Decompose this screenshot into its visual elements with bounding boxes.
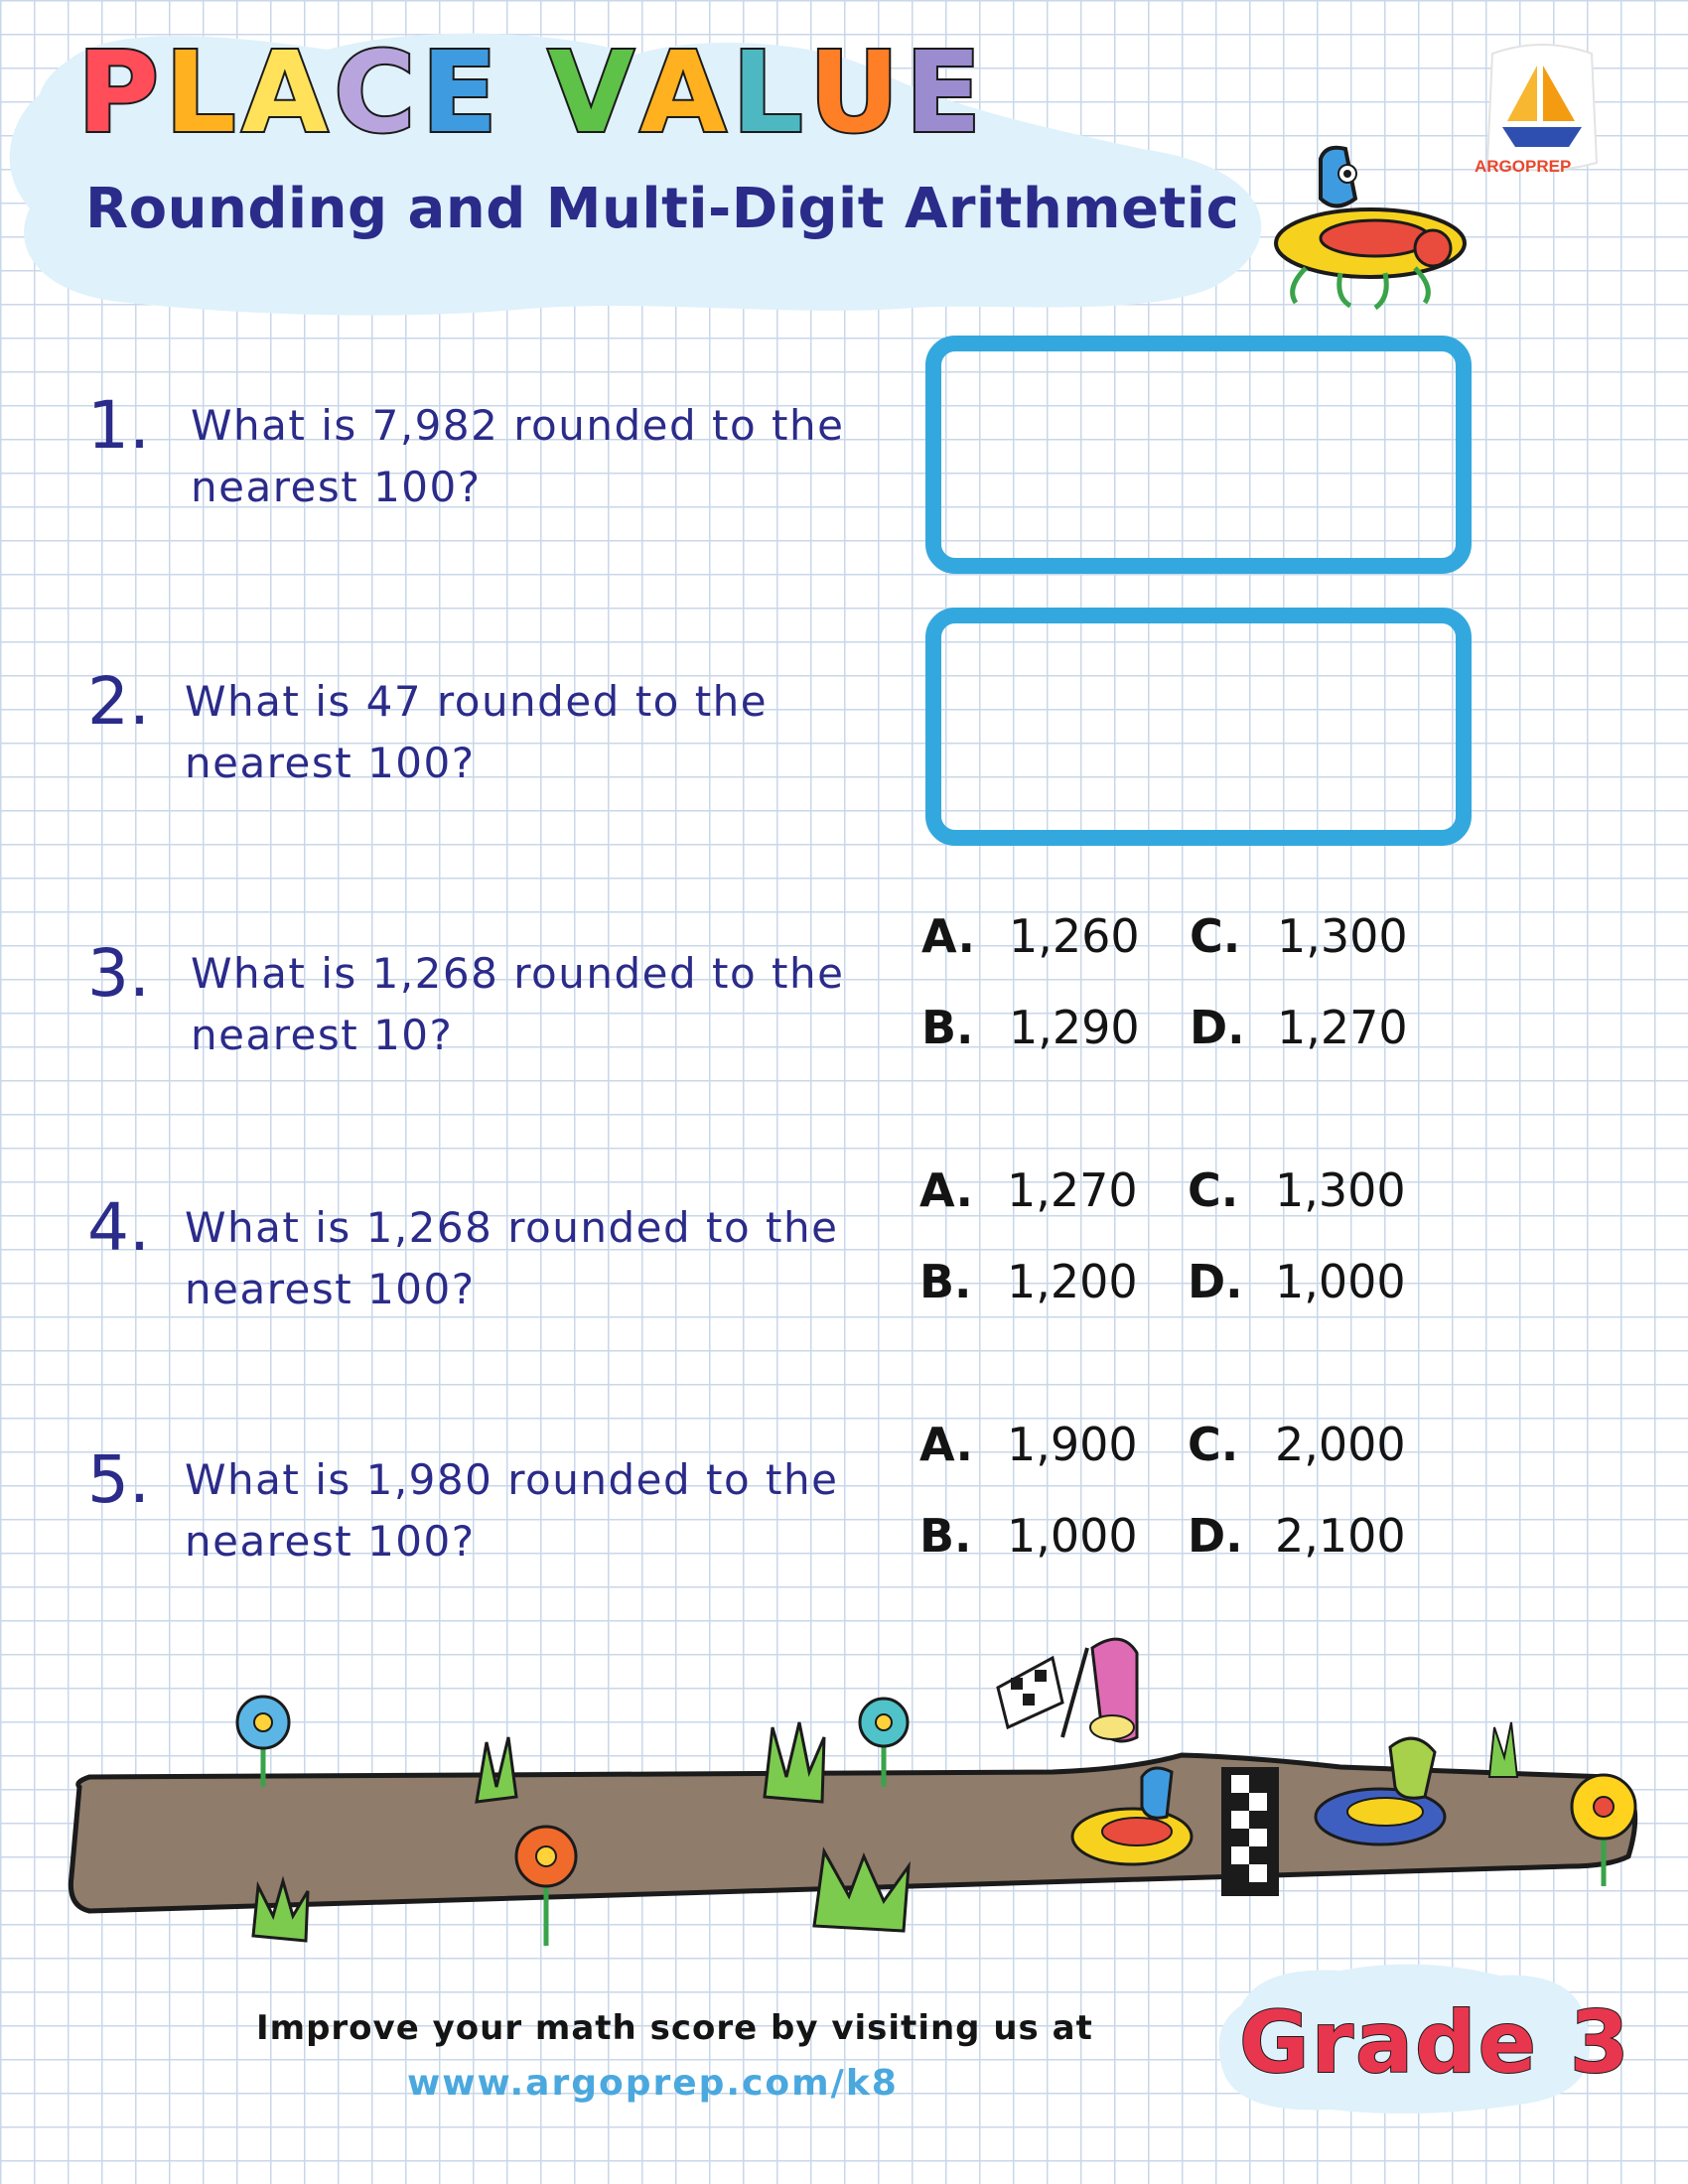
question-2-number: 2. (87, 663, 150, 740)
question-5-line2: nearest 100? (185, 1517, 476, 1566)
page-title (77, 29, 988, 158)
question-3-line2: nearest 10? (191, 1011, 454, 1059)
title-letter: A (639, 29, 733, 158)
q4-option-b[interactable]: B. 1,200 (919, 1255, 1138, 1308)
title-letter: A (241, 29, 335, 158)
title-letter: L (165, 29, 242, 158)
race-track-illustration (60, 1628, 1648, 1966)
question-5-number: 5. (87, 1441, 150, 1518)
q5-option-c[interactable]: C. 2,000 (1188, 1418, 1406, 1471)
page-subtitle: Rounding and Multi-Digit Arithmetic (85, 177, 1240, 241)
title-letter: E (905, 29, 988, 158)
question-5-line1: What is 1,980 rounded to the (185, 1455, 839, 1504)
question-5-text (185, 1449, 870, 1572)
q5-option-b[interactable]: B. 1,000 (919, 1509, 1138, 1563)
q4-option-d[interactable]: D. 1,000 (1188, 1255, 1406, 1308)
question-4-line2: nearest 100? (185, 1265, 476, 1313)
argoprep-website-link[interactable]: www.argoprep.com/k8 (407, 2063, 899, 2104)
title-letter: L (732, 29, 809, 158)
question-2-line2: nearest 100? (185, 739, 476, 787)
q5-option-d[interactable]: D. 2,100 (1188, 1509, 1406, 1563)
question-4-text (185, 1197, 870, 1320)
yellow-flower-icon (1572, 1775, 1635, 1886)
grade-label: Grade 3 (1239, 1993, 1631, 2093)
title-letter: V (547, 29, 640, 158)
q4-option-a[interactable]: A. 1,270 (919, 1163, 1138, 1217)
question-4-number: 4. (87, 1189, 150, 1266)
q3-option-a[interactable]: A. 1,260 (921, 909, 1140, 963)
answer-box-question-1[interactable] (925, 336, 1472, 574)
question-3-line1: What is 1,268 rounded to the (191, 949, 845, 998)
question-1-number: 1. (87, 387, 150, 464)
q3-option-c[interactable]: C. 1,300 (1190, 909, 1408, 963)
question-2-text (185, 671, 870, 794)
question-3-text (191, 943, 876, 1066)
question-4-line1: What is 1,268 rounded to the (185, 1203, 839, 1252)
title-letter: P (77, 29, 166, 158)
logo-text: ARGOPREP (1475, 157, 1572, 176)
title-letter: U (808, 29, 906, 158)
title-letter (503, 38, 548, 149)
q3-option-d[interactable]: D. 1,270 (1190, 1001, 1408, 1054)
question-3-number: 3. (87, 935, 150, 1012)
blue-flower-icon (237, 1697, 289, 1787)
question-2-line1: What is 47 rounded to the (185, 677, 769, 726)
question-1-line1: What is 7,982 rounded to the (191, 401, 845, 450)
q5-option-a[interactable]: A. 1,900 (919, 1418, 1138, 1471)
checkered-flag-icon (998, 1648, 1087, 1737)
pink-worm-mascot-icon (1090, 1639, 1137, 1741)
mascot-racer-icon (1266, 139, 1479, 313)
finish-line-icon (1221, 1767, 1279, 1896)
footer-promo-text: Improve your math score by visiting us at (256, 2008, 1093, 2048)
question-1-text (191, 395, 876, 518)
answer-box-question-2[interactable] (925, 608, 1472, 846)
title-letter: C (334, 29, 422, 158)
title-letter: E (421, 29, 503, 158)
q4-option-c[interactable]: C. 1,300 (1188, 1163, 1406, 1217)
question-1-line2: nearest 100? (191, 463, 482, 511)
q3-option-b[interactable]: B. 1,290 (921, 1001, 1140, 1054)
